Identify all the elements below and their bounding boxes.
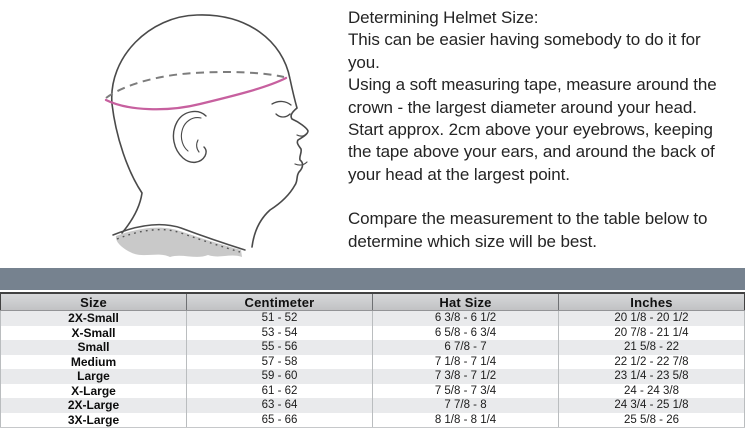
hat-size-value: 6 7/8 - 7 xyxy=(373,340,559,355)
table-row xyxy=(1,326,745,341)
inches-value: 24 - 24 3/8 xyxy=(559,384,745,399)
table-header-row xyxy=(1,293,745,311)
head-measurement-illustration xyxy=(70,0,340,262)
size-value: 2X-Large xyxy=(1,398,187,413)
eyebrow-line xyxy=(272,101,291,105)
instructions-para-2: Using a soft measuring tape, measure around the crown - the largest diameter around your head. xyxy=(348,75,717,117)
ear-inner-line xyxy=(181,118,201,151)
inches-value: 25 5/8 - 26 xyxy=(559,413,745,428)
column-header-inches: Inches xyxy=(559,293,745,311)
centimeter-value: 51 - 52 xyxy=(187,311,373,326)
size-chart-table xyxy=(0,292,745,428)
size-value: Large xyxy=(1,369,187,384)
table-top-divider-bar xyxy=(0,268,745,290)
table-row xyxy=(1,355,745,370)
inches-value: 23 1/4 - 23 5/8 xyxy=(559,369,745,384)
centimeter-value: 63 - 64 xyxy=(187,398,373,413)
centimeter-value: 57 - 58 xyxy=(187,355,373,370)
table-row xyxy=(1,369,745,384)
hat-size-value: 7 7/8 - 8 xyxy=(373,398,559,413)
measuring-tape-line xyxy=(106,78,286,109)
table-row xyxy=(1,398,745,413)
centimeter-value: 65 - 66 xyxy=(187,413,373,428)
inches-value: 21 5/8 - 22 xyxy=(559,340,745,355)
mouth-line xyxy=(295,162,307,165)
centimeter-value: 53 - 54 xyxy=(187,326,373,341)
instructions-block xyxy=(348,7,730,253)
inches-value: 20 1/8 - 20 1/2 xyxy=(559,311,745,326)
size-value: X-Small xyxy=(1,326,187,341)
hat-size-value: 7 3/8 - 7 1/2 xyxy=(373,369,559,384)
size-value: 2X-Small xyxy=(1,311,187,326)
hat-size-value: 6 5/8 - 6 3/4 xyxy=(373,326,559,341)
table-row xyxy=(1,340,745,355)
column-header-hat-size: Hat Size xyxy=(373,293,559,311)
ear-tragus-line xyxy=(197,140,199,152)
instructions-para-1: This can be easier having somebody to do it for you. xyxy=(348,30,701,72)
centimeter-value: 59 - 60 xyxy=(187,369,373,384)
inches-value: 24 3/4 - 25 1/8 xyxy=(559,398,745,413)
centimeter-value: 55 - 56 xyxy=(187,340,373,355)
tape-dashed-line xyxy=(106,72,284,98)
size-chart-section xyxy=(0,268,745,428)
nostril-line xyxy=(297,134,306,136)
inches-value: 20 7/8 - 21 1/4 xyxy=(559,326,745,341)
column-header-centimeter: Centimeter xyxy=(187,293,373,311)
instructions-para-4: Compare the measurement to the table below to determine which size will be best. xyxy=(348,209,708,251)
instructions-para-3: Start approx. 2cm above your eyebrows, keeping the tape above your ears, and around the back of your head at the largest point. xyxy=(348,120,715,184)
table-row xyxy=(1,413,745,428)
head-outline xyxy=(112,15,308,247)
size-value: Small xyxy=(1,340,187,355)
ear-icon xyxy=(173,111,206,162)
table-row xyxy=(1,384,745,399)
size-value: Medium xyxy=(1,355,187,370)
hat-size-value: 7 5/8 - 7 3/4 xyxy=(373,384,559,399)
instructions-title: Determining Helmet Size: xyxy=(348,8,539,27)
size-value: X-Large xyxy=(1,384,187,399)
hat-size-value: 7 1/8 - 7 1/4 xyxy=(373,355,559,370)
hat-size-value: 8 1/8 - 8 1/4 xyxy=(373,413,559,428)
hat-size-value: 6 3/8 - 6 1/2 xyxy=(373,311,559,326)
eye-line xyxy=(276,114,290,117)
inches-value: 22 1/2 - 22 7/8 xyxy=(559,355,745,370)
column-header-size: Size xyxy=(1,293,187,311)
size-value: 3X-Large xyxy=(1,413,187,428)
table-row xyxy=(1,311,745,326)
centimeter-value: 61 - 62 xyxy=(187,384,373,399)
